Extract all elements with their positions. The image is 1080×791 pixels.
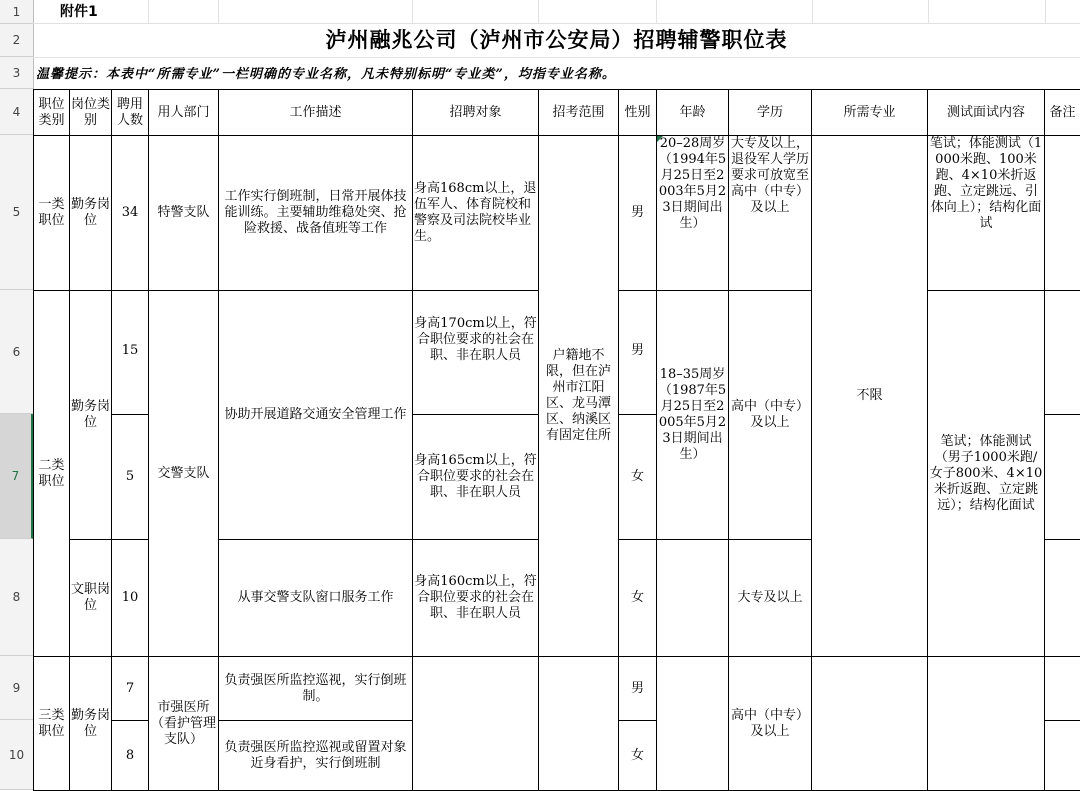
cell-remark[interactable] <box>1045 657 1080 721</box>
cell-age[interactable] <box>657 657 729 791</box>
gridline <box>928 0 929 23</box>
row-number-1[interactable]: 1 <box>0 0 33 24</box>
cell-post-type[interactable]: 勤务岗位 <box>70 136 112 291</box>
header-row <box>34 90 1080 136</box>
cell-gender[interactable]: 男 <box>619 136 657 291</box>
cell-exam[interactable]: 笔试；体能测试（1000米跑、100米跑、4×10米折返跑、立定跳远、引体向上）；结构化面试 <box>928 136 1045 291</box>
cell-gender[interactable]: 男 <box>619 291 657 415</box>
row-number-10[interactable]: 10 <box>0 720 33 790</box>
header-major[interactable]: 所需专业 <box>812 90 928 136</box>
table-row-9 <box>34 657 1080 721</box>
row-number-4[interactable]: 4 <box>0 89 33 135</box>
cell-remark[interactable] <box>1045 721 1080 791</box>
cell-count[interactable]: 7 <box>112 657 149 721</box>
cell-post-type[interactable]: 文职岗位 <box>70 540 112 657</box>
cell-exam[interactable]: 笔试；体能测试（男子1000米跑/女子800米、4×10米折返跑、立定跳远）；结构化面试 <box>928 291 1045 657</box>
gridline <box>812 0 813 23</box>
cell-dept[interactable]: 交警支队 <box>149 291 219 657</box>
attachment-label[interactable]: 附件1 <box>60 1 98 21</box>
gridline <box>218 0 219 23</box>
row-number-2[interactable]: 2 <box>0 24 33 57</box>
header-desc[interactable]: 工作描述 <box>219 90 413 136</box>
gridline <box>148 0 149 23</box>
cell-target[interactable]: 身高165cm以上，符合职位要求的社会在职、非在职人员 <box>413 415 539 540</box>
row-header-column <box>0 0 34 790</box>
cell-category[interactable]: 三类职位 <box>34 657 70 791</box>
cell-education[interactable]: 高中（中专）及以上 <box>729 657 812 791</box>
header-age[interactable]: 年龄 <box>657 90 729 136</box>
cell-desc[interactable]: 工作实行倒班制，日常开展体技能训练。主要辅助维稳处突、抢险救援、战备值班等工作 <box>219 136 413 291</box>
page-title[interactable]: 泸州融兆公司（泸州市公安局）招聘辅警职位表 <box>33 24 1080 57</box>
header-exam[interactable]: 测试面试内容 <box>928 90 1045 136</box>
gridline <box>656 0 657 23</box>
cell-count[interactable]: 15 <box>112 291 149 415</box>
cell-age[interactable]: 20–28周岁（1994年5月25日至2003年5月23日期间出生） <box>657 136 729 291</box>
cell-target[interactable]: 身高168cm以上，退伍军人、体育院校和警察及司法院校毕业生。 <box>413 136 539 291</box>
row-number-9[interactable]: 9 <box>0 656 33 720</box>
header-education[interactable]: 学历 <box>729 90 812 136</box>
cell-dept[interactable]: 市强医所（看护管理支队） <box>149 657 219 791</box>
cell-education[interactable]: 大专及以上 <box>729 540 812 657</box>
comment-indicator-icon <box>657 136 663 142</box>
cell-post-type[interactable]: 勤务岗位 <box>70 291 112 540</box>
cell-exam[interactable] <box>928 657 1045 791</box>
cell-scope[interactable]: 户籍地不限，但在泸州市江阳区、龙马潭区、纳溪区有固定住所 <box>539 136 619 657</box>
cell-remark[interactable] <box>1045 291 1080 415</box>
cell-count[interactable]: 10 <box>112 540 149 657</box>
header-count[interactable]: 聘用人数 <box>112 90 149 136</box>
cell-age[interactable] <box>657 540 729 657</box>
row-number-6[interactable]: 6 <box>0 290 33 414</box>
header-target[interactable]: 招聘对象 <box>413 90 539 136</box>
gridline <box>538 0 539 23</box>
cell-count[interactable]: 5 <box>112 415 149 540</box>
row-number-7[interactable]: 7 <box>0 414 33 539</box>
cell-desc[interactable]: 负责强医所监控巡视或留置对象近身看护，实行倒班制 <box>219 721 413 791</box>
cell-target[interactable]: 身高170cm以上，符合职位要求的社会在职、非在职人员 <box>413 291 539 415</box>
tip-text[interactable]: 温馨提示：本表中“所需专业”一栏明确的专业名称，凡未特别标明“专业类”，均指专业名称。 <box>36 63 616 82</box>
gridline <box>1045 0 1046 23</box>
cell-gender[interactable]: 女 <box>619 540 657 657</box>
cell-dept[interactable]: 特警支队 <box>149 136 219 291</box>
header-gender[interactable]: 性别 <box>619 90 657 136</box>
cell-gender[interactable]: 女 <box>619 415 657 540</box>
cell-major[interactable] <box>812 657 928 791</box>
recruitment-table <box>33 89 1080 791</box>
table-row-5 <box>34 136 1080 291</box>
cell-scope[interactable] <box>539 657 619 791</box>
cell-gender[interactable]: 女 <box>619 721 657 791</box>
header-post-type[interactable]: 岗位类别 <box>70 90 112 136</box>
row-number-5[interactable]: 5 <box>0 135 33 290</box>
header-remark[interactable]: 备注 <box>1045 90 1080 136</box>
cell-gender[interactable]: 男 <box>619 657 657 721</box>
cell-desc[interactable]: 从事交警支队窗口服务工作 <box>219 540 413 657</box>
cell-category[interactable]: 二类职位 <box>34 291 70 657</box>
header-scope[interactable]: 招考范围 <box>539 90 619 136</box>
cell-major[interactable]: 不限 <box>812 136 928 657</box>
cell-category[interactable]: 一类职位 <box>34 136 70 291</box>
gridline <box>412 0 413 23</box>
cell-count[interactable]: 34 <box>112 136 149 291</box>
cell-post-type[interactable]: 勤务岗位 <box>70 657 112 791</box>
cell-desc[interactable]: 负责强医所监控巡视，实行倒班制。 <box>219 657 413 721</box>
cell-count[interactable]: 8 <box>112 721 149 791</box>
cell-desc[interactable]: 协助开展道路交通安全管理工作 <box>219 291 413 540</box>
row-number-8[interactable]: 8 <box>0 539 33 656</box>
cell-target[interactable]: 身高160cm以上，符合职位要求的社会在职、非在职人员 <box>413 540 539 657</box>
gridline <box>33 57 1080 58</box>
header-category[interactable]: 职位类别 <box>34 90 70 136</box>
cell-remark[interactable] <box>1045 136 1080 291</box>
cell-remark[interactable] <box>1045 415 1080 540</box>
cell-education[interactable]: 高中（中专）及以上 <box>729 291 812 540</box>
cell-remark[interactable] <box>1045 540 1080 657</box>
cell-education[interactable]: 大专及以上，退役军人学历要求可放宽至高中（中专）及以上 <box>729 136 812 291</box>
header-dept[interactable]: 用人部门 <box>149 90 219 136</box>
cell-target[interactable] <box>413 657 539 791</box>
row-number-3[interactable]: 3 <box>0 57 33 89</box>
cell-age[interactable]: 18–35周岁（1987年5月25日至2005年5月23日期间出生） <box>657 291 729 540</box>
